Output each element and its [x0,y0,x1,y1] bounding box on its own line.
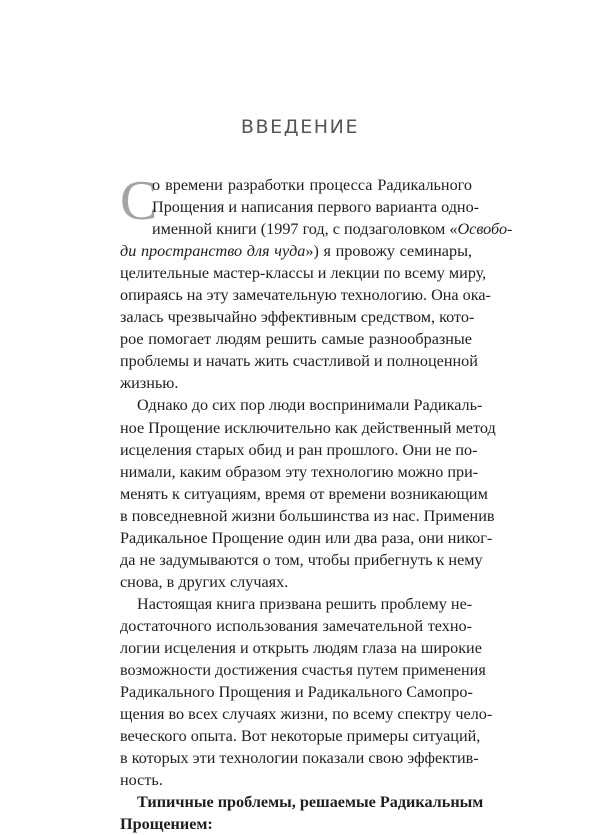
p1-line-7: залась чрезвычайно эффективным средством, кото- [120,308,475,327]
p3-line-8: в которых эти технологии показали свою эффектив- [120,749,479,768]
p1-line-6: опираясь на эту замечательную технологию. Она ока- [120,286,491,305]
p1-line-2: Прощения и написания первого варианта одно- [152,198,480,217]
p2-line-1: Однако до сих пор люди воспринимали Радикаль- [137,396,483,415]
p1-line-8: рое помогает людям решить самые разнообразные [120,330,472,349]
drop-cap: С [120,170,158,232]
p1-line-3-text: именной книги (1997 год, с подзаголовком « [152,220,458,239]
p3-line-3: логии исцеления и открыть людям глаза на широкие [120,638,482,657]
p2-line-5: менять к ситуациям, время от времени возникающим [120,484,488,503]
p3-line-1: Настоящая книга призвана решить проблему не- [137,594,473,613]
p3-line-9: ность. [120,771,163,790]
p3-line-6: щения во всех случаях жизни, по всему спектру чело- [120,705,493,724]
p3-line-5: Радикального Прощения и Радикального Самопро- [120,683,473,702]
p1-line-1: о времени разработки процесса Радикального [152,176,472,194]
p3-line-4: возможности достижения счастья путем применения [120,661,486,680]
p2-line-7: Радикальное Прощение один или два раза, они никог- [120,528,493,547]
p2-line-8: да не задумываются о том, чтобы прибегнуть к нему [120,550,483,569]
p2-line-2: ное Прощение исключительно как действенный метод [120,418,496,437]
p1-line-4-text: ») я провожу семинары, [305,242,473,261]
chapter-heading: ВВЕДЕНИЕ [240,116,360,138]
chapter-body [120,170,513,835]
p2-line-6: в повседневной жизни большинства из нас. Применив [120,506,495,525]
p1-line-4 [120,240,472,262]
subheading-line-2: Прощением: [120,815,213,834]
p3-line-2: достаточного использования замечательной техно- [120,616,472,635]
p1-line-5: целительные мастер-классы и лекции по всему миру, [120,264,487,283]
p1-line-10: жизнью. [120,374,179,393]
p2-line-9: снова, в других случаях. [120,572,289,591]
p1-line-3 [120,218,513,240]
p3-line-7: веческого опыта. Вот некоторые примеры ситуаций, [120,727,481,746]
p1-book-subtitle-part1: Освобо- [457,220,513,239]
p2-line-3: исцеления старых обид и ран прошлого. Они не по- [120,440,478,459]
p1-book-subtitle-part2: ди пространство для чуда [120,242,306,261]
subheading-line-1: Типичные проблемы, решаемые Радикальным [137,793,484,812]
p2-line-4: нимали, каким образом эту технологию можно при- [120,462,479,481]
p1-line-9: проблемы и начать жить счастливой и полноценной [120,352,478,371]
